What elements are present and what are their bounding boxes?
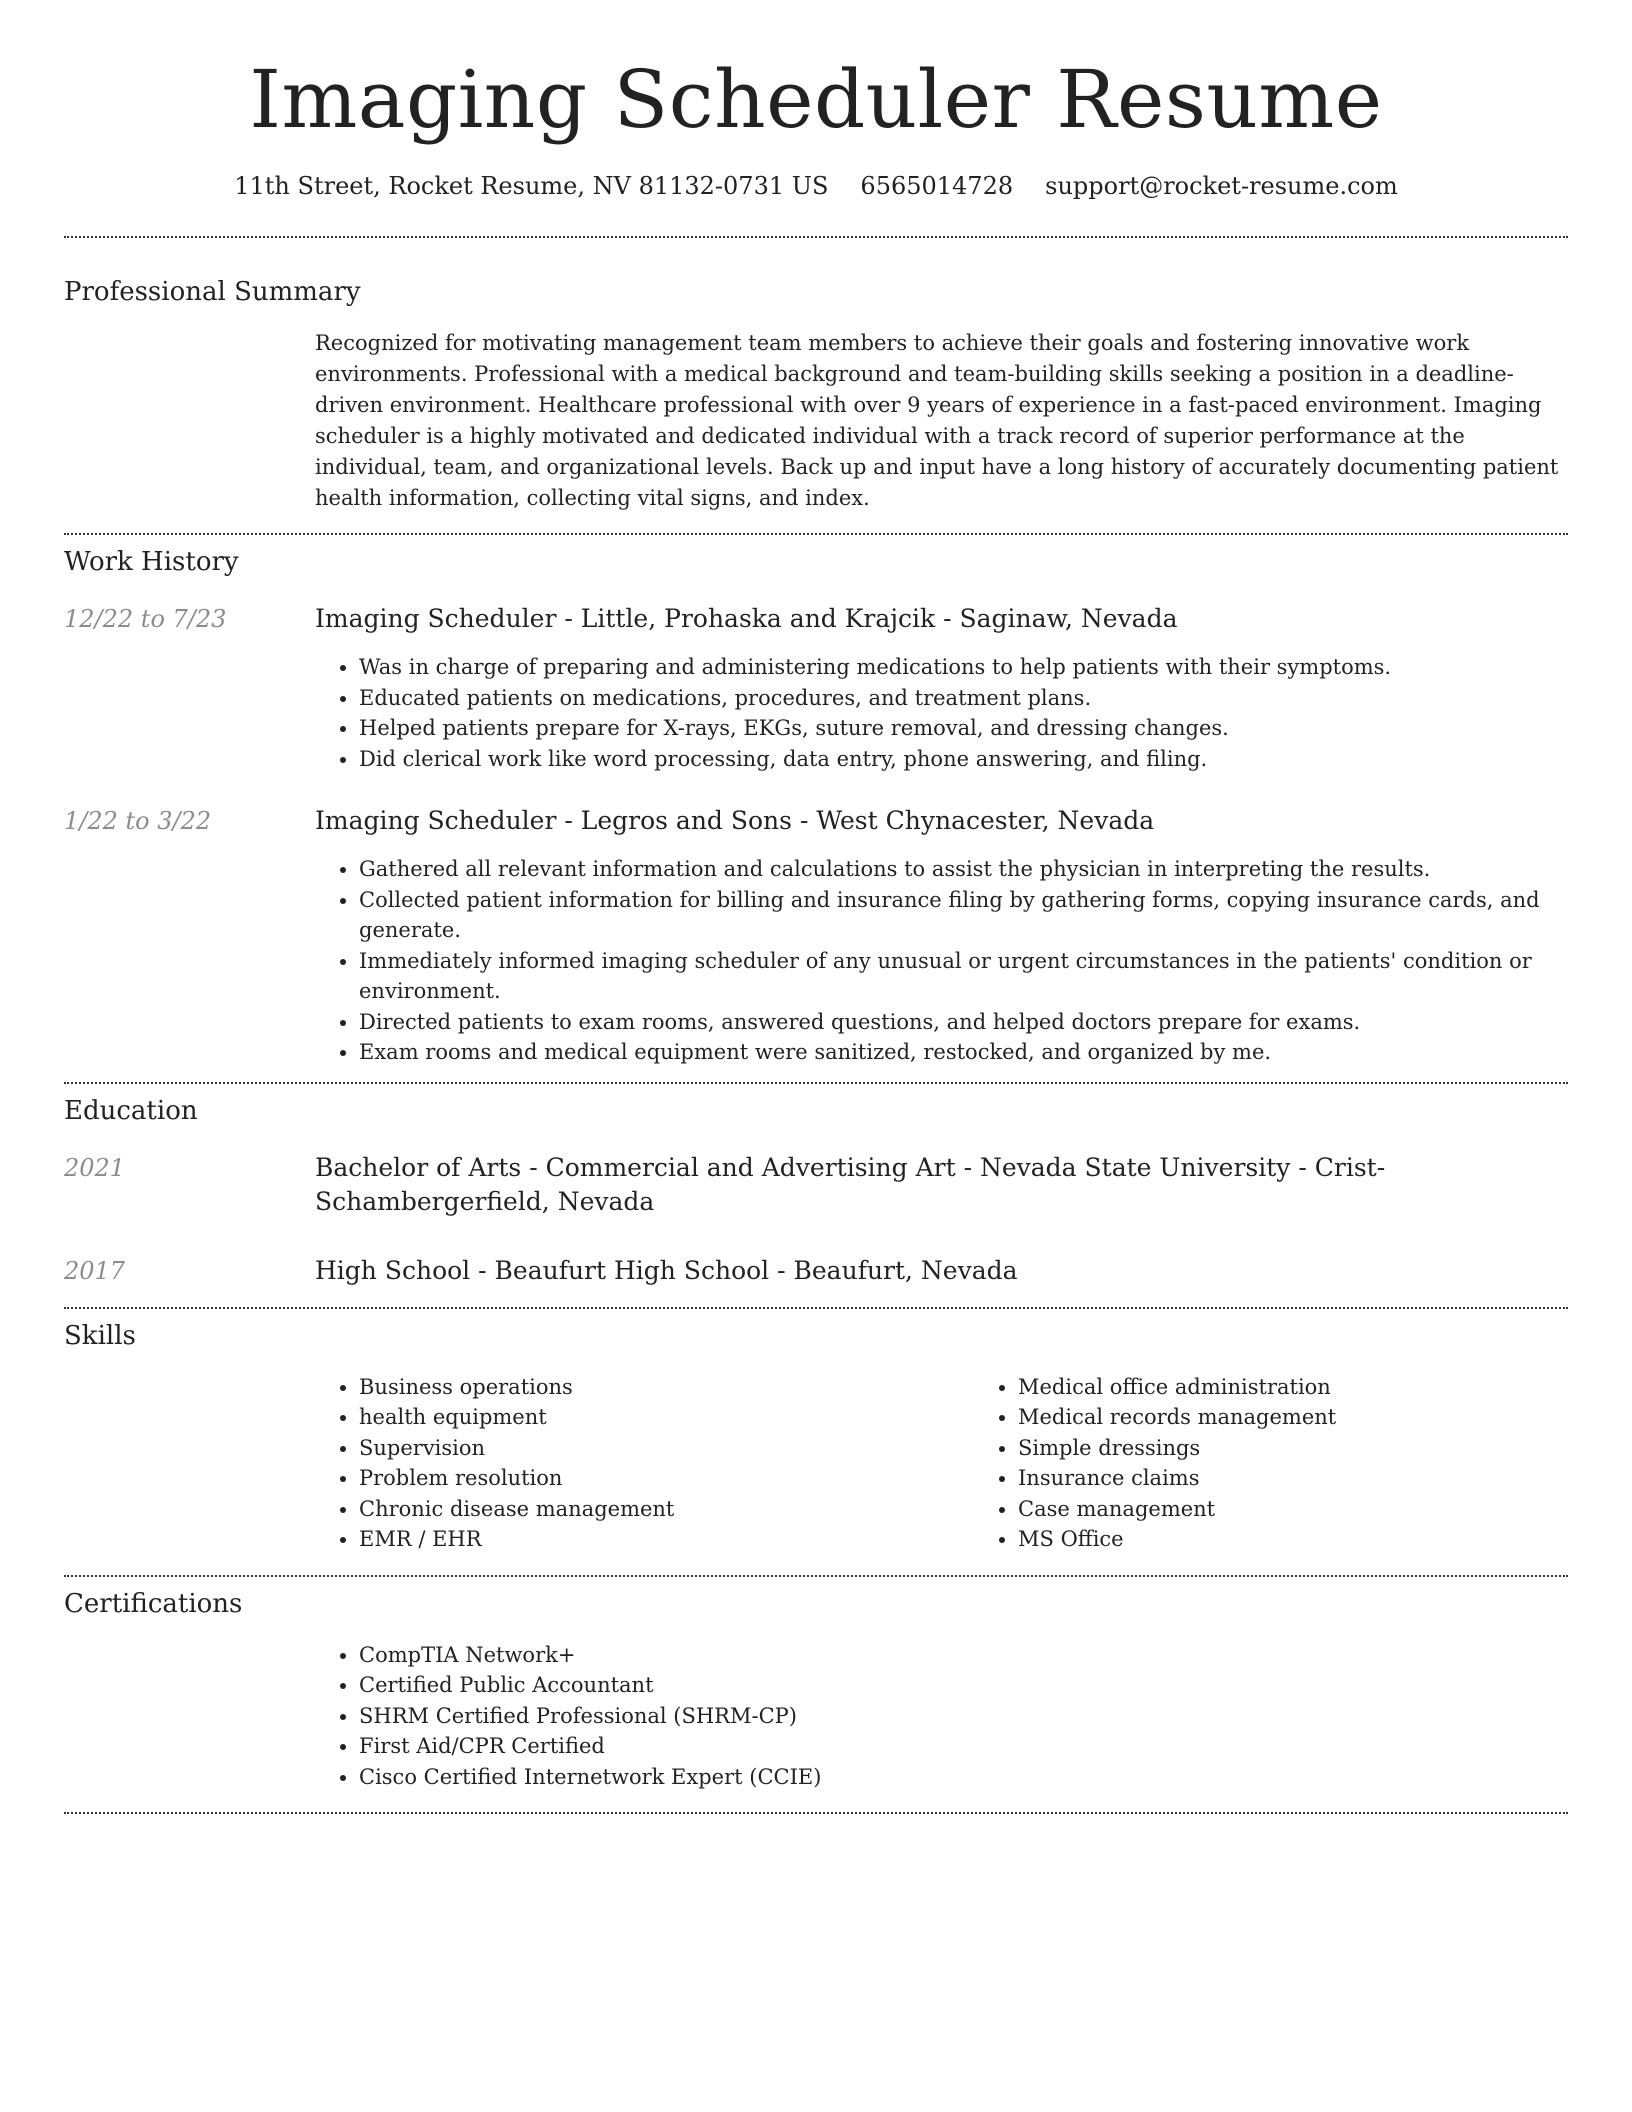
job-heading: Imaging Scheduler - Little, Prohaska and Krajcik - Saginaw, Nevada bbox=[315, 604, 1178, 633]
list-item: • Immediately informed imaging scheduler of any unusual or urgent circumstances in the patients' condition or environment. bbox=[359, 946, 1568, 1007]
job-duties bbox=[315, 854, 1568, 1068]
list-item: • Simple dressings bbox=[1018, 1433, 1632, 1464]
list-item: • Chronic disease management bbox=[359, 1494, 974, 1525]
list-item: • Did clerical work like word processing, data entry, phone answering, and filing. bbox=[359, 744, 1568, 775]
skills-list-left bbox=[315, 1372, 974, 1555]
summary-heading: Professional Summary bbox=[64, 277, 361, 307]
education-section bbox=[64, 1094, 1568, 1288]
certifications-heading: Certifications bbox=[64, 1588, 243, 1619]
list-item: • EMR / EHR bbox=[359, 1524, 974, 1555]
divider bbox=[64, 1082, 1568, 1084]
list-item: • Directed patients to exam rooms, answered questions, and helped doctors prepare for exams. bbox=[359, 1007, 1568, 1038]
contact-info bbox=[64, 170, 1568, 202]
list-item: • Was in charge of preparing and administering medications to help patients with their symptoms. bbox=[359, 652, 1568, 683]
education-school: - Nevada State University - Crist-Schambergerfield, Nevada bbox=[315, 1152, 1386, 1216]
job-entry bbox=[64, 602, 1568, 636]
job-location: Saginaw, Nevada bbox=[959, 604, 1178, 633]
list-item: • CompTIA Network+ bbox=[359, 1640, 1568, 1671]
list-item: • Exam rooms and medical equipment were sanitized, restocked, and organized by me. bbox=[359, 1037, 1568, 1068]
job-company: Little, Prohaska and Krajcik bbox=[580, 604, 936, 633]
education-school: - Beaufurt High School - Beaufurt, Nevada bbox=[470, 1255, 1018, 1285]
list-item: • Certified Public Accountant bbox=[359, 1670, 1568, 1701]
job-role: Imaging Scheduler bbox=[315, 806, 557, 835]
list-item: • Medical records management bbox=[1018, 1402, 1632, 1433]
education-degree: Bachelor of Arts - Commercial and Advertising Art bbox=[315, 1152, 956, 1182]
education-entry bbox=[64, 1254, 1568, 1288]
education-heading: Education bbox=[64, 1095, 198, 1126]
skills-list-right bbox=[974, 1372, 1632, 1555]
job-heading: Imaging Scheduler - Legros and Sons - West Chynacester, Nevada bbox=[315, 806, 1155, 835]
list-item: • SHRM Certified Professional (SHRM-CP) bbox=[359, 1701, 1568, 1732]
list-item: • First Aid/CPR Certified bbox=[359, 1731, 1568, 1762]
job-dates: 1/22 to 3/22 bbox=[64, 807, 212, 835]
job-role: Imaging Scheduler bbox=[315, 604, 557, 633]
education-entry bbox=[64, 1151, 1568, 1219]
job-dates: 12/22 to 7/23 bbox=[64, 605, 227, 633]
list-item: • Supervision bbox=[359, 1433, 974, 1464]
summary-section bbox=[64, 275, 1568, 514]
list-item: • Insurance claims bbox=[1018, 1463, 1632, 1494]
divider bbox=[64, 533, 1568, 535]
resume-title: Imaging Scheduler Resume bbox=[249, 53, 1383, 146]
job-location: West Chynacester, Nevada bbox=[816, 806, 1155, 835]
list-item: • Medical office administration bbox=[1018, 1372, 1632, 1403]
list-item: • Collected patient information for billing and insurance filing by gathering forms, copying insurance cards, and generate. bbox=[359, 885, 1568, 946]
list-item: • Case management bbox=[1018, 1494, 1632, 1525]
summary-text: Recognized for motivating management team members to achieve their goals and fostering innovative work environments. Professional with a medical background and team-building skills seeking a position in a deadline-driven environment. Healthcare professional with over 9 years of experience in a fast-paced environment. Imaging scheduler is a highly motivated and dedicated individual with a track record of superior performance at the individual, team, and organizational levels. Back up and input have a long history of accurately documenting patient health information, collecting vital signs, and index. bbox=[315, 331, 1559, 510]
list-item: • health equipment bbox=[359, 1402, 974, 1433]
divider bbox=[64, 1575, 1568, 1577]
list-item: • Educated patients on medications, procedures, and treatment plans. bbox=[359, 683, 1568, 714]
divider bbox=[64, 236, 1568, 238]
contact-phone: 6565014728 bbox=[860, 172, 1014, 200]
contact-email: support@rocket-resume.com bbox=[1045, 172, 1398, 200]
job-entry bbox=[64, 804, 1568, 838]
job-company: Legros and Sons bbox=[580, 806, 792, 835]
work-history-heading: Work History bbox=[64, 547, 239, 577]
divider bbox=[64, 1307, 1568, 1309]
list-item: • Cisco Certified Internetwork Expert (CCIE) bbox=[359, 1762, 1568, 1793]
skills-section bbox=[64, 1319, 1568, 1555]
skills-heading: Skills bbox=[64, 1320, 136, 1351]
certifications-list bbox=[315, 1640, 1568, 1793]
job-duties bbox=[315, 652, 1568, 774]
list-item: • Helped patients prepare for X-rays, EKGs, suture removal, and dressing changes. bbox=[359, 713, 1568, 744]
certifications-section bbox=[64, 1587, 1568, 1793]
resume-page bbox=[64, 0, 1568, 1814]
list-item: • Business operations bbox=[359, 1372, 974, 1403]
divider bbox=[64, 1812, 1568, 1814]
work-history-section bbox=[64, 545, 1568, 1068]
list-item: • MS Office bbox=[1018, 1524, 1632, 1555]
list-item: • Gathered all relevant information and calculations to assist the physician in interpreting the results. bbox=[359, 854, 1568, 885]
contact-address: 11th Street, Rocket Resume, NV 81132-0731 US bbox=[234, 172, 829, 200]
education-degree: High School bbox=[315, 1255, 471, 1285]
list-item: • Problem resolution bbox=[359, 1463, 974, 1494]
education-year: 2021 bbox=[64, 1153, 126, 1182]
education-year: 2017 bbox=[64, 1256, 126, 1285]
